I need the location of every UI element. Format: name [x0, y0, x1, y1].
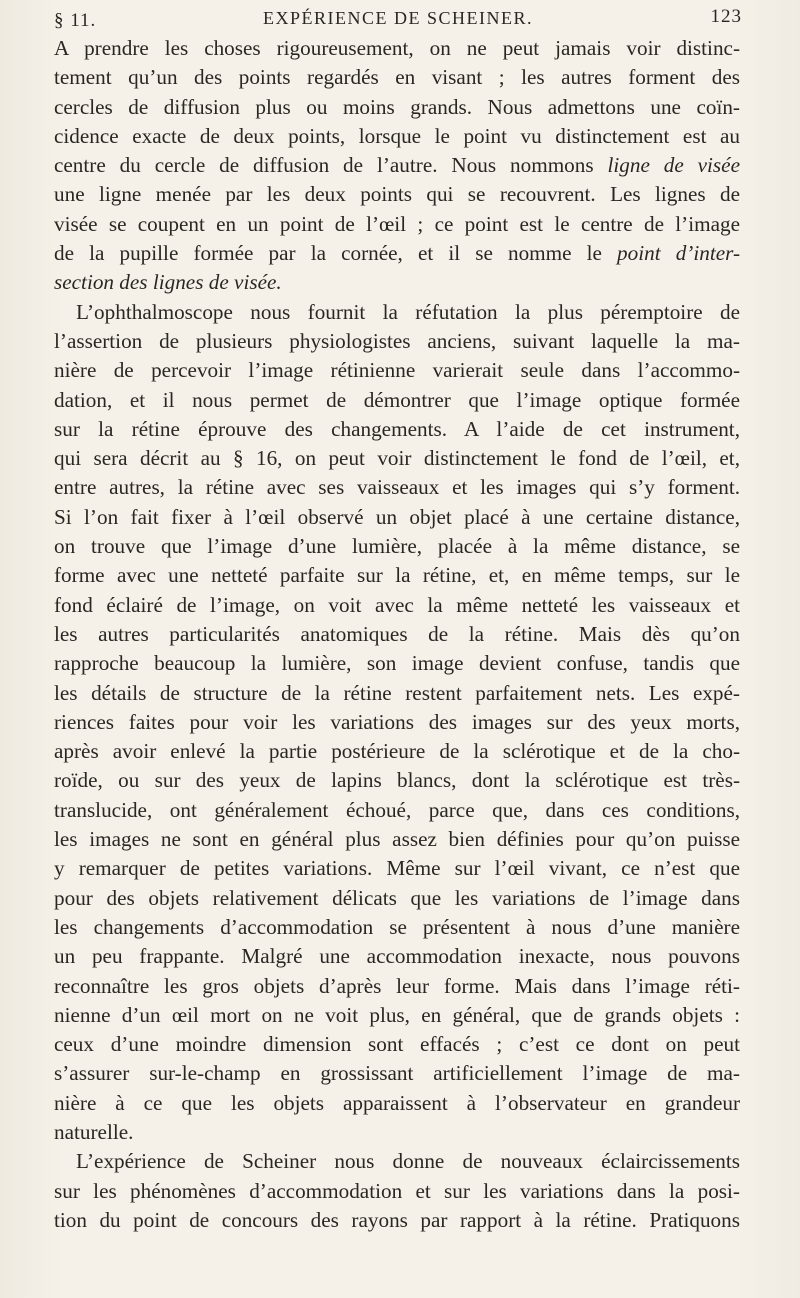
term-ligne-de-visee: ligne de visée [607, 153, 740, 178]
text-run: centre du cercle de diffusion de l’autre. Nous nommons [54, 153, 608, 178]
text-line: A prendre les choses rigoureusement, on ne peut jamais voir distinc- [54, 36, 740, 60]
text-line: reconnaître les gros objets d’après leur forme. Mais dans l’image réti- [54, 973, 740, 998]
text-line: y remarquer de petites variations. Même sur l’œil vivant, ce n’est que [54, 856, 740, 881]
section-number: § 11. [54, 10, 97, 31]
text-line: translucide, ont généralement échoué, parce que, dans ces conditions, [54, 797, 740, 822]
text-line: on trouve que l’image d’une lumière, placée à la même distance, se [54, 534, 740, 559]
text-line: rapproche beaucoup la lumière, son image devient confuse, tandis que [54, 651, 740, 676]
text-line [54, 151, 740, 180]
text-line [54, 268, 740, 297]
running-head [54, 6, 742, 36]
text-line: entre autres, la rétine avec ses vaisseaux et les images qui s’y forment. [54, 475, 740, 500]
text-line: une ligne menée par les deux points qui se recouvrent. Les lignes de [54, 182, 740, 207]
paragraph-1 [54, 34, 740, 298]
text-line: nière à ce que les objets apparaissent à l’observateur en grandeur [54, 1090, 740, 1115]
text-line: les changements d’accommodation se présentent à nous d’une manière [54, 914, 740, 939]
text-line: ceux d’une moindre dimension sont effacés ; c’est ce dont on peut [54, 1032, 740, 1057]
text-line: les images ne sont en général plus assez bien définies pour qu’on puisse [54, 827, 740, 852]
text-line: pour des objets relativement délicats que les variations de l’image dans [54, 885, 740, 910]
text-line: Si l’on fait fixer à l’œil observé un objet placé à une certaine distance, [54, 504, 740, 529]
text-line: les détails de structure de la rétine restent parfaitement nets. Les expé- [54, 680, 740, 705]
text-line: s’assurer sur-le-champ en grossissant artificiellement l’image de ma- [54, 1061, 740, 1086]
paragraph-3 [54, 1147, 740, 1235]
text-line: qui sera décrit au § 16, on peut voir distinctement le fond de l’œil, et, [54, 446, 740, 471]
text-line: riences faites pour voir les variations des images sur des yeux morts, [54, 709, 740, 734]
text-line: nière de percevoir l’image rétinienne varierait seule dans l’accommo- [54, 358, 740, 383]
term-point-inter: point d’inter- [617, 241, 741, 266]
text-line: fond éclairé de l’image, on voit avec la même netteté les vaisseaux et [54, 592, 740, 617]
text-line: tement qu’un des points regardés en visant ; les autres forment des [54, 65, 740, 90]
text-line: cercles de diffusion plus ou moins grands. Nous admettons une coïn- [54, 94, 740, 119]
text-line: l’assertion de plusieurs physiologistes anciens, suivant laquelle la ma- [54, 328, 740, 353]
text-run: de la pupille formée par la cornée, et il se nomme le [54, 241, 618, 266]
text-line [54, 239, 740, 268]
text-line: nienne d’un œil mort on ne voit plus, en général, que de grands objets : [54, 1002, 740, 1027]
text-line: sur la rétine éprouve des changements. A l’aide de cet instrument, [54, 416, 740, 441]
text-line: visée se coupent en un point de l’œil ; ce point est le centre de l’image [54, 211, 740, 236]
text-line: L’ophthalmoscope nous fournit la réfutation la plus péremptoire de [76, 299, 740, 324]
text-line: sur les phénomènes d’accommodation et sur les variations dans la posi- [54, 1178, 740, 1203]
text-line: cidence exacte de deux points, lorsque le point vu distinctement est au [54, 123, 740, 148]
text-line: dation, et il nous permet de démontrer que l’image optique formée [54, 387, 740, 412]
paragraph-2 [54, 298, 740, 1148]
text-line: tion du point de concours des rayons par rapport à la rétine. Pratiquons [54, 1207, 740, 1232]
text-line: les autres particularités anatomiques de la rétine. Mais dès qu’on [54, 621, 740, 646]
body-text [54, 34, 740, 1235]
term-section-lignes-de-visee: section des lignes de visée. [54, 270, 282, 295]
text-line: roïde, ou sur des yeux de lapins blancs, dont la sclérotique est très- [54, 768, 740, 793]
text-line: un peu frappante. Malgré une accommodation inexacte, nous pouvons [54, 944, 740, 969]
text-line: après avoir enlevé la partie postérieure de la sclérotique et de la cho- [54, 739, 740, 764]
text-line: forme avec une netteté parfaite sur la rétine, et, en même temps, sur le [54, 563, 740, 588]
text-line: naturelle. [54, 1119, 134, 1144]
text-line: L’expérience de Scheiner nous donne de nouveaux éclaircissements [76, 1149, 740, 1174]
page-number: 123 [710, 6, 742, 27]
running-title: EXPÉRIENCE DE SCHEINER. [263, 8, 533, 28]
